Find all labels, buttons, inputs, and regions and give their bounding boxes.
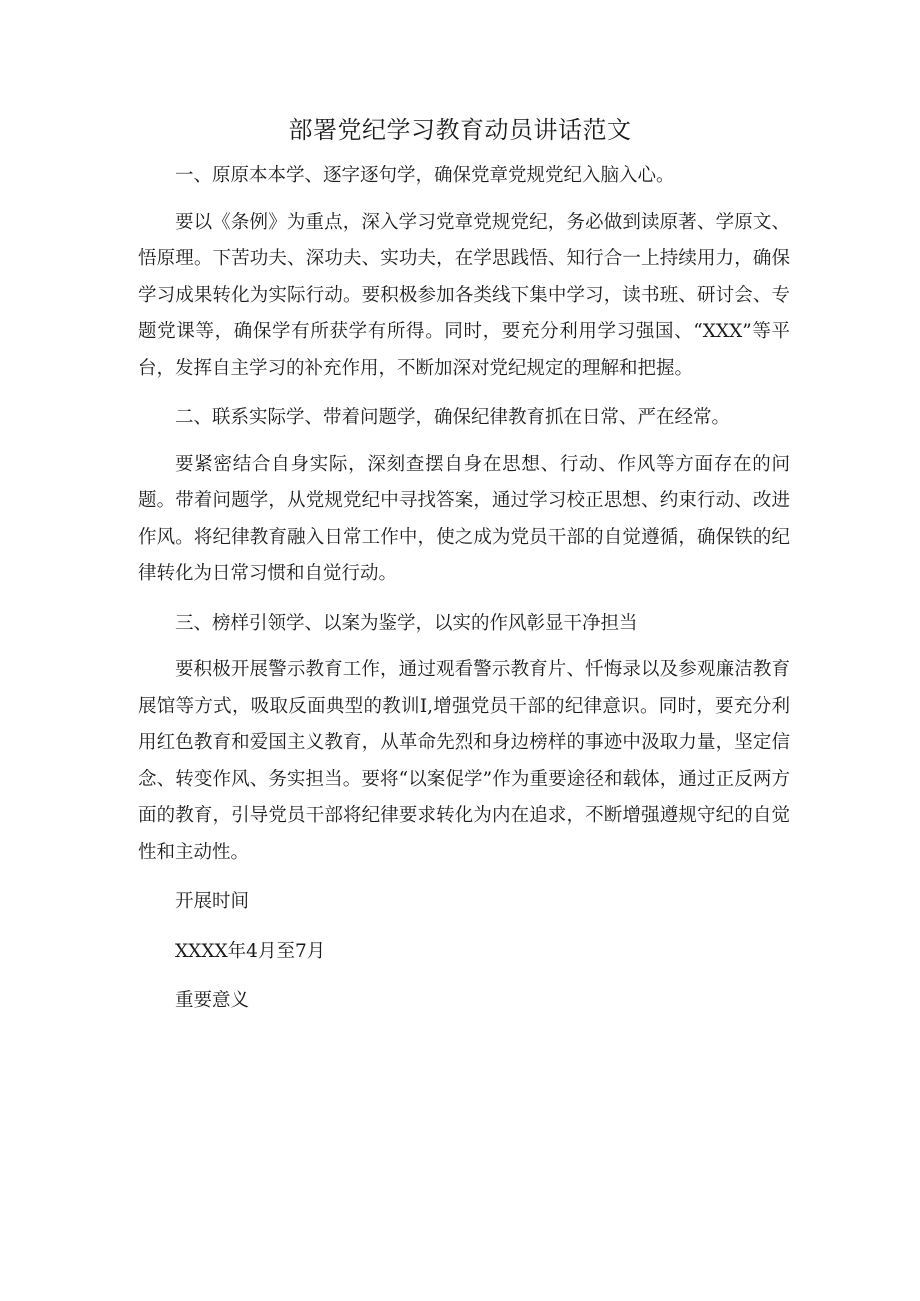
significance-heading: 重要意义 — [175, 990, 250, 1011]
section-paragraph-3: 要积极开展警示教育工作，通过观看警示教育片、忏悔录以及参观廉洁教育展馆等方式，吸取反面典型的教训I,增强党员干部的纪律意识。同时，要充分利用红色教育和爱国主义教育，从革命先烈和身边榜样的事迹中汲取力量，坚定信念、转变作风、务实担当。要将“以案促学”作为重要途径和载体，通过正反两方面的教育，引导党员干部将纪律要求转化为内在追求，不断增强遵规守纪的自觉性和主动性。 — [138, 659, 790, 863]
section-heading-3: 三、榜样引领学、以案为鉴学，以实的作风彰显干净担当 — [175, 612, 638, 634]
timeline-date: XXXX年4月至7月 — [175, 940, 326, 962]
section-heading-2: 二、联系实际学、带着问题学，确保纪律教育抓在日常、严在经常。 — [175, 407, 731, 428]
section-paragraph-2: 要紧密结合自身实际，深刻查摆自身在思想、行动、作风等方面存在的问题。带着问题学，从党规党纪中寻找答案，通过学习校正思想、约束行动、改进作风。将纪律教育融入日常工作中，使之成为党员干部的自觉遵循，确保铁的纪律转化为日常习惯和自觉行动。 — [138, 453, 790, 584]
section-paragraph-1: 要以《条例》为重点，深入学习党章党规党纪，务必做到读原著、学原文、悟原理。下苦功夫、深功夫、实功夫，在学思践悟、知行合一上持续用力，确保学习成果转化为实际行动。要积极参加各类线下集中学习，读书班、研讨会、专题党课等，确保学有所获学有所得。同时，要充分利用学习强国、“XXX”等平台，发挥自主学习的补充作用，不断加深对党纪规定的理解和把握。 — [138, 211, 790, 379]
timeline-heading: 开展时间 — [175, 891, 250, 912]
document-title: 部署党纪学习教育动员讲话范文 — [288, 116, 632, 144]
section-heading-1: 一、原原本本学、逐字逐句学，确保党章党规党纪入脑入心。 — [175, 165, 675, 186]
document-body — [138, 158, 790, 1020]
